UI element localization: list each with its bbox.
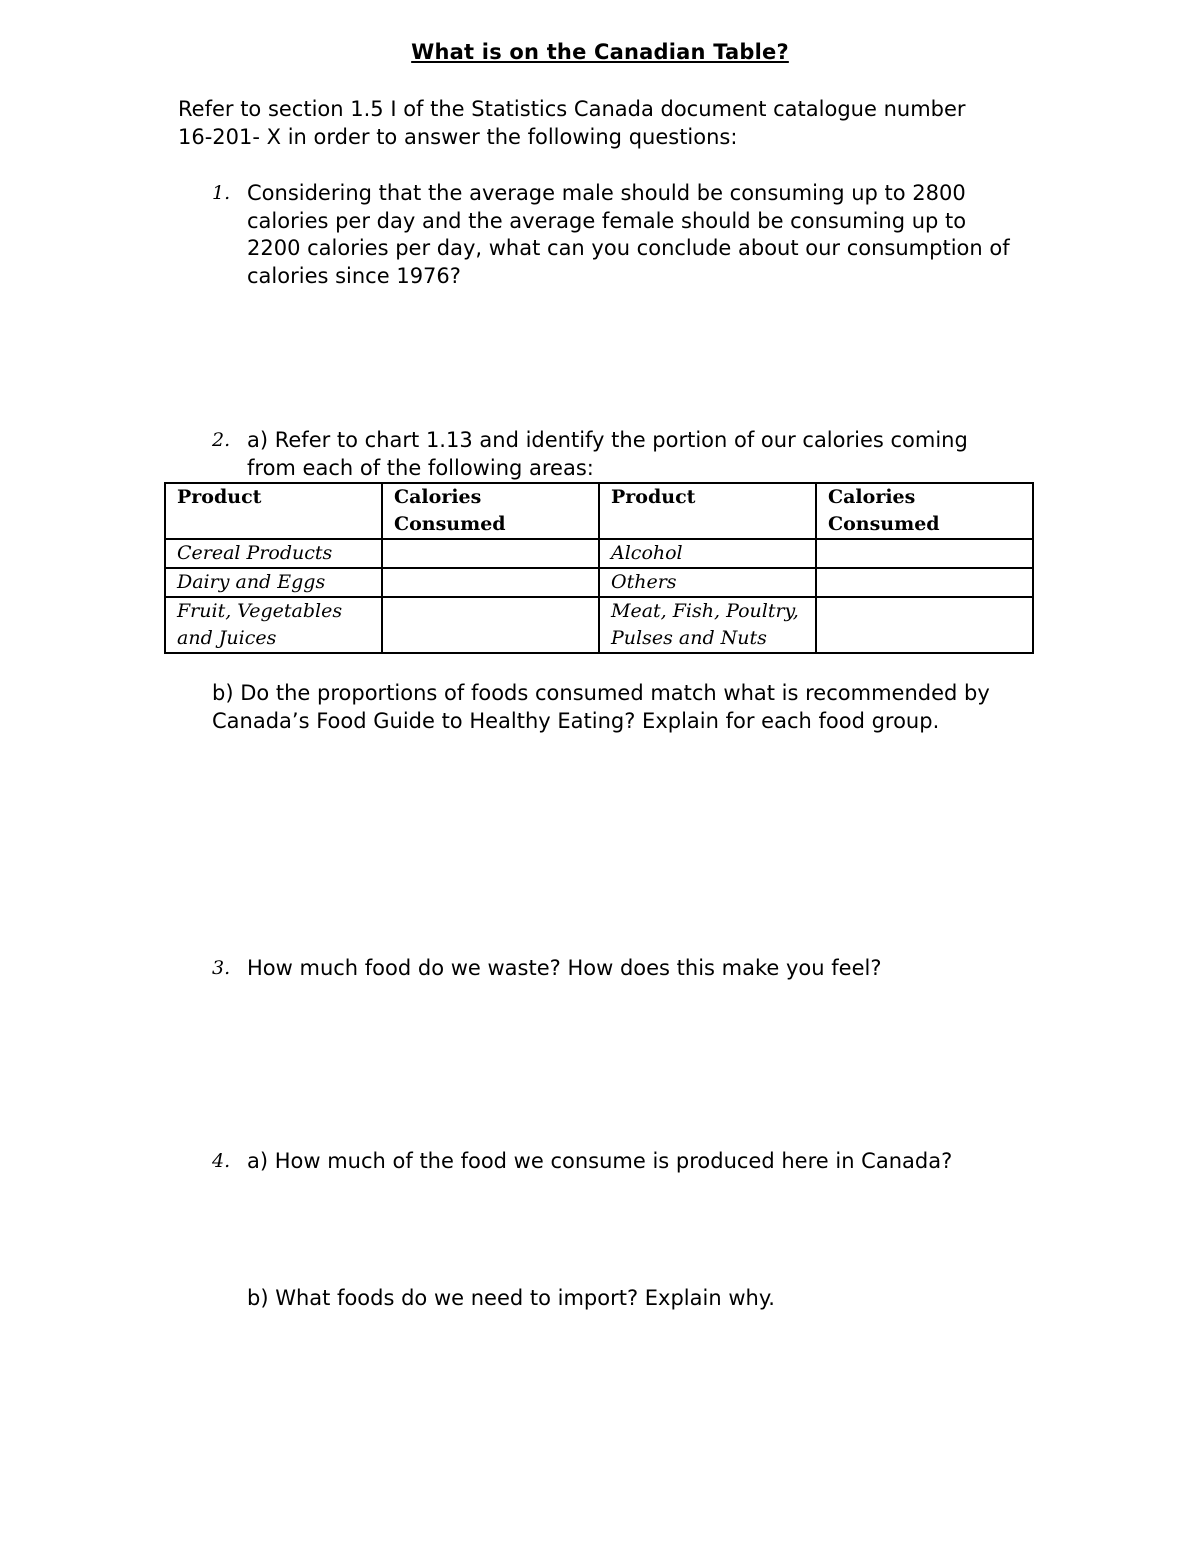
table-header-product-2: Product <box>599 483 816 539</box>
question-4b-text: b) What foods do we need to import? Explain why. <box>247 1286 775 1310</box>
table-header-calories-2: Calories Consumed <box>816 483 1033 539</box>
table-header-row <box>165 483 1033 539</box>
question-1-number: 1. <box>212 182 231 204</box>
calories-answer-cell[interactable] <box>382 539 599 568</box>
question-3-text: How much food do we waste? How does this make you feel? <box>247 956 882 980</box>
question-1-text: Considering that the average male should be consuming up to 2800 calories per day and the average female should be consuming up to 2200 calories per day, what can you conclude about our consumption of calories since 1976? <box>247 181 1010 288</box>
table-row <box>165 568 1033 597</box>
calories-table <box>164 482 1034 654</box>
calories-answer-cell[interactable] <box>382 568 599 597</box>
product-cell: Cereal Products <box>165 539 382 568</box>
calories-answer-cell[interactable] <box>816 568 1033 597</box>
product-cell: Fruit, Vegetables and Juices <box>165 597 382 653</box>
question-3-number: 3. <box>212 957 231 979</box>
product-cell: Meat, Fish, Poultry, Pulses and Nuts <box>599 597 816 653</box>
calories-answer-cell[interactable] <box>816 539 1033 568</box>
product-cell: Dairy and Eggs <box>165 568 382 597</box>
calories-answer-cell[interactable] <box>382 597 599 653</box>
table-row <box>165 597 1033 653</box>
product-cell: Others <box>599 568 816 597</box>
question-2a-text: a) Refer to chart 1.13 and identify the portion of our calories coming from each of the following areas: <box>247 428 968 480</box>
product-cell: Alcohol <box>599 539 816 568</box>
calories-answer-cell[interactable] <box>816 597 1033 653</box>
question-4-number: 4. <box>212 1150 231 1172</box>
question-2b-text: b) Do the proportions of foods consumed match what is recommended by Canada’s Food Guide to Healthy Eating? Explain for each food group. <box>212 681 990 733</box>
page-title: What is on the Canadian Table? <box>411 40 789 64</box>
table-header-product-1: Product <box>165 483 382 539</box>
table-row <box>165 539 1033 568</box>
question-4a-text: a) How much of the food we consume is produced here in Canada? <box>247 1149 953 1173</box>
table-header-calories-1: Calories Consumed <box>382 483 599 539</box>
question-2-number: 2. <box>212 429 231 451</box>
intro-paragraph: Refer to section 1.5 I of the Statistics Canada document catalogue number 16-201- X in order to answer the following questions: <box>178 97 966 149</box>
